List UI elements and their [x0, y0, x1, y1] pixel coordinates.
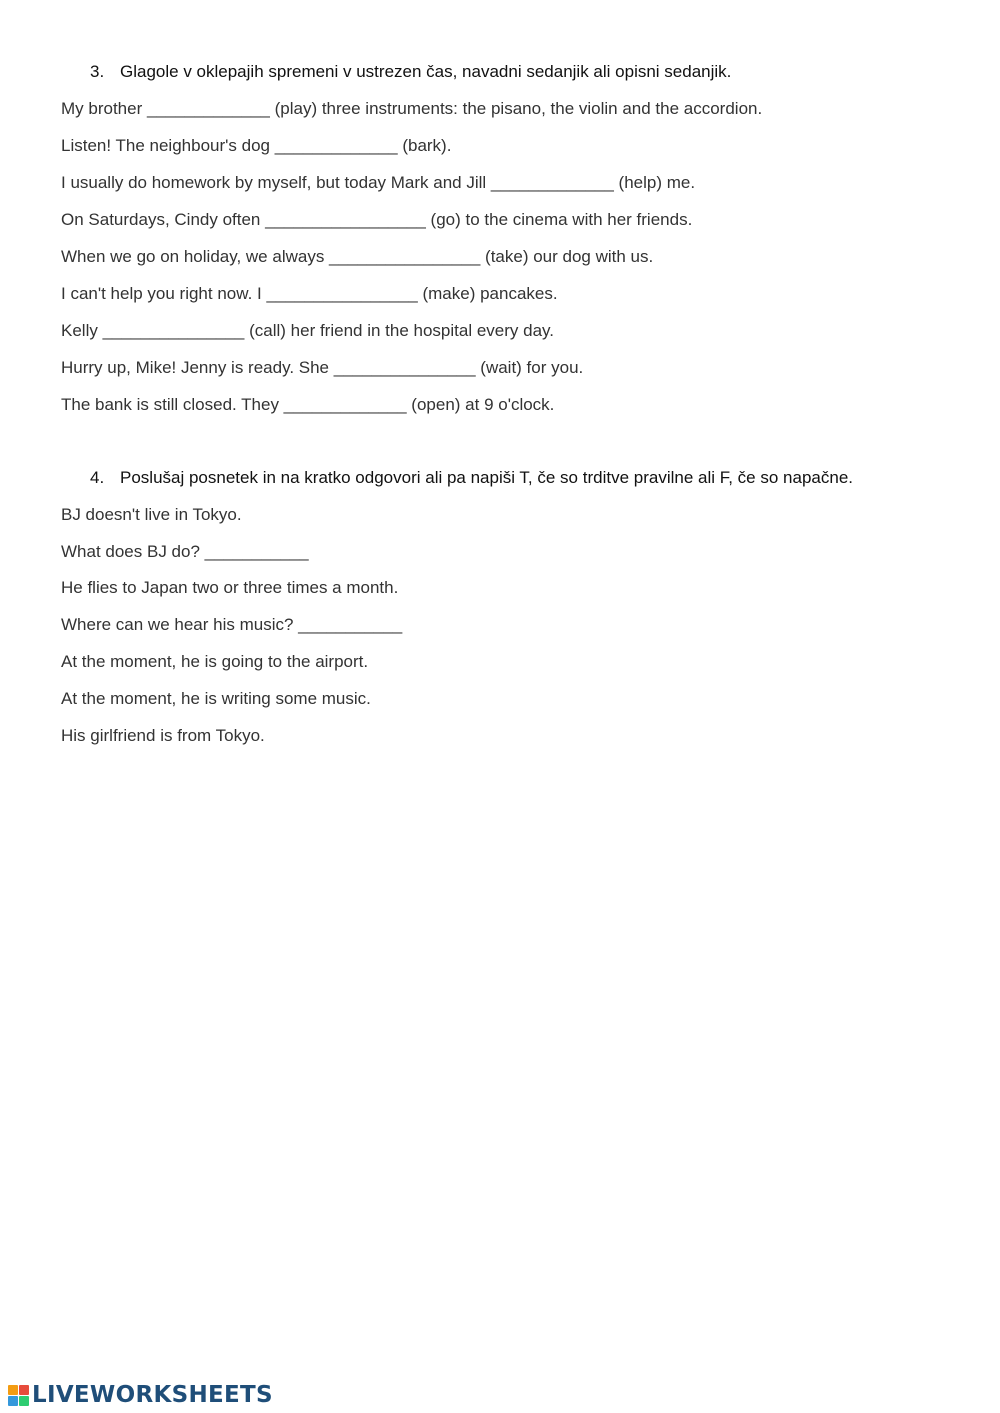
listening-line: Where can we hear his music? ___________	[61, 615, 403, 634]
logo-block	[8, 1396, 18, 1406]
exercise-line: Listen! The neighbour's dog _____________ (bark).	[61, 136, 452, 155]
logo-block	[8, 1385, 18, 1395]
logo-block	[19, 1385, 29, 1395]
listening-line: At the moment, he is writing some music.	[61, 689, 371, 708]
exercise-line: I can't help you right now. I ________________ (make) pancakes.	[61, 284, 558, 303]
liveworksheets-logo	[8, 1381, 273, 1409]
listening-line: What does BJ do? ___________	[61, 542, 309, 561]
section-3-heading	[90, 62, 731, 82]
logo-block	[19, 1396, 29, 1406]
exercise-line: I usually do homework by myself, but today Mark and Jill _____________ (help) me.	[61, 173, 696, 192]
listening-line: He flies to Japan two or three times a month.	[61, 578, 399, 597]
logo-blocks-icon	[8, 1385, 29, 1406]
section-4-number: 4.	[90, 468, 105, 487]
section-3-instruction: Glagole v oklepajih spremeni v ustrezen čas, navadni sedanjik ali opisni sedanjik.	[120, 62, 732, 81]
exercise-line: Hurry up, Mike! Jenny is ready. She _______________ (wait) for you.	[61, 358, 584, 377]
exercise-line: When we go on holiday, we always ________________ (take) our dog with us.	[61, 247, 654, 266]
section-4-heading	[90, 468, 853, 488]
exercise-line: My brother _____________ (play) three instruments: the pisano, the violin and the accordion.	[61, 99, 763, 118]
listening-line: His girlfriend is from Tokyo.	[61, 726, 265, 745]
listening-line: BJ doesn't live in Tokyo.	[61, 505, 242, 524]
logo-text: LIVEWORKSHEETS	[32, 1382, 273, 1408]
section-3-number: 3.	[90, 62, 105, 81]
exercise-line: The bank is still closed. They _____________ (open) at 9 o'clock.	[61, 395, 555, 414]
exercise-line: Kelly _______________ (call) her friend in the hospital every day.	[61, 321, 554, 340]
listening-line: At the moment, he is going to the airport.	[61, 652, 369, 671]
section-4-instruction: Poslušaj posnetek in na kratko odgovori ali pa napiši T, če so trditve pravilne ali F, če so napačne.	[120, 468, 853, 487]
exercise-line: On Saturdays, Cindy often _________________ (go) to the cinema with her friends.	[61, 210, 693, 229]
